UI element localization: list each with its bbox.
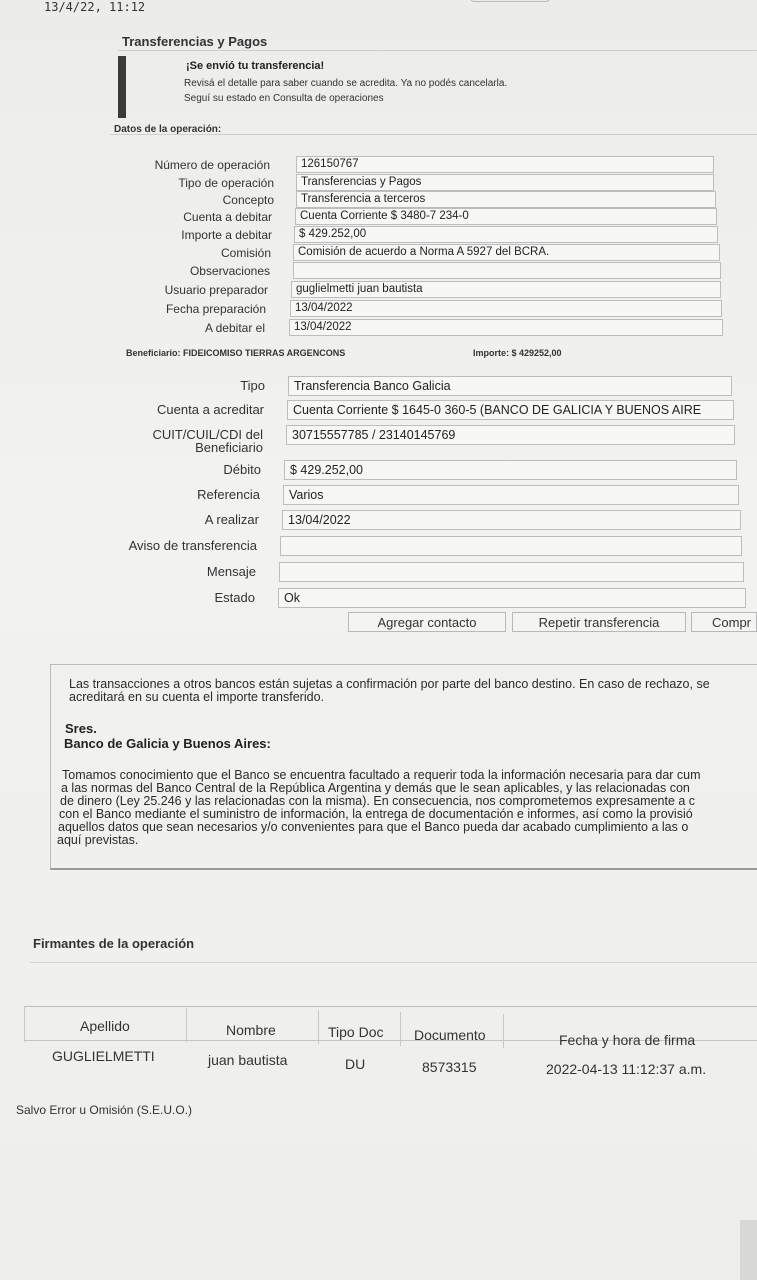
op-row xyxy=(96,191,726,209)
beneficiary-name: Beneficiario: FIDEICOMISO TIERRAS ARGENCONS xyxy=(126,348,346,358)
op-row xyxy=(96,300,726,318)
op-label: Cuenta a debitar xyxy=(183,210,272,224)
signer-name: juan bautista xyxy=(208,1052,288,1068)
signer-doctype: DU xyxy=(345,1056,366,1072)
op-value: 126150767 xyxy=(296,156,714,173)
notice-accent-bar xyxy=(118,56,126,118)
signers-divider xyxy=(30,962,757,963)
execute-date-value: 13/04/2022 xyxy=(282,510,741,530)
transfer-notice-label: Aviso de transferencia xyxy=(128,538,257,553)
op-label: Comisión xyxy=(220,246,271,260)
terms-line-1: Las transacciones a otros bancos están sujetas a confirmación por parte del banco destino. En caso de rechazo, se xyxy=(69,677,710,691)
reference-label: Referencia xyxy=(197,487,260,502)
signers-col-line xyxy=(400,1012,401,1046)
op-value: 13/04/2022 xyxy=(289,319,723,336)
status-value: Ok xyxy=(278,588,746,608)
op-row xyxy=(96,174,726,192)
op-row xyxy=(96,244,726,262)
signer-document: 8573315 xyxy=(422,1059,477,1075)
message-label: Mensaje xyxy=(206,564,256,579)
receipt-button[interactable]: Compr xyxy=(691,612,757,632)
op-value xyxy=(293,262,721,279)
debit-value: $ 429.252,00 xyxy=(284,460,737,480)
header-clipped-element xyxy=(470,0,550,2)
terms-paragraph-line: con el Banco mediante el suministro de información, la entrega de documentación e informes, así como la provisió xyxy=(59,807,693,821)
terms-bank-name: Banco de Galicia y Buenos Aires: xyxy=(64,736,271,751)
terms-line-2: acreditará en su cuenta el importe transferido. xyxy=(69,690,324,704)
op-row xyxy=(96,319,726,337)
op-value: Cuenta Corriente $ 3480-7 234-0 xyxy=(295,208,717,225)
signers-header-datetime: Fecha y hora de firma xyxy=(559,1032,696,1048)
op-label: Usuario preparador xyxy=(164,283,268,297)
op-label: Observaciones xyxy=(189,264,270,278)
op-label: Importe a debitar xyxy=(181,228,272,242)
op-label: Número de operación xyxy=(154,158,270,172)
signers-top-border xyxy=(24,1006,757,1007)
print-timestamp: 13/4/22, 11:12 xyxy=(44,0,146,14)
signers-col-line xyxy=(503,1014,504,1048)
cuit-value: 30715557785 / 23140145769 xyxy=(286,425,735,445)
signers-header-doctype: Tipo Doc xyxy=(328,1024,384,1040)
op-label: Concepto xyxy=(222,193,274,207)
op-row xyxy=(96,156,726,174)
notice-title: ¡Se envió tu transferencia! xyxy=(186,60,325,72)
op-row xyxy=(96,208,726,226)
debit-label: Débito xyxy=(223,462,261,477)
footer-disclaimer: Salvo Error u Omisión (S.E.U.O.) xyxy=(16,1103,193,1117)
signer-datetime: 2022-04-13 11:12:37 a.m. xyxy=(546,1061,707,1077)
cuit-label-line1: CUIT/CUIL/CDI del xyxy=(152,427,263,442)
signers-col-line xyxy=(318,1010,319,1044)
credit-account-value: Cuenta Corriente $ 1645-0 360-5 (BANCO DE GALICIA Y BUENOS AIRE xyxy=(287,400,734,420)
page-edge-shadow xyxy=(740,1220,757,1280)
signers-header-name: Nombre xyxy=(226,1022,276,1038)
terms-greeting: Sres. xyxy=(65,721,97,736)
op-value: $ 429.252,00 xyxy=(294,226,718,243)
transfer-type-value: Transferencia Banco Galicia xyxy=(288,376,732,396)
credit-account-label: Cuenta a acreditar xyxy=(157,402,264,417)
op-value: Comisión de acuerdo a Norma A 5927 del BCRA. xyxy=(293,244,720,261)
execute-date-label: A realizar xyxy=(204,512,259,527)
transfer-type-label: Tipo xyxy=(240,378,265,393)
op-label: Tipo de operación xyxy=(178,176,274,190)
terms-box xyxy=(50,664,757,870)
add-contact-button[interactable]: Agregar contacto xyxy=(348,612,506,632)
op-label: Fecha preparación xyxy=(165,302,266,316)
op-row xyxy=(96,262,726,280)
signers-title: Firmantes de la operación xyxy=(33,936,195,951)
terms-paragraph-line: a las normas del Banco Central de la República Argentina y demás que le sean aplicables, y las relacionadas con xyxy=(61,781,690,795)
op-value: guglielmetti juan bautista xyxy=(291,281,721,298)
operation-section-label: Datos de la operación: xyxy=(114,124,222,135)
terms-paragraph-line: de dinero (Ley 25.246 y las relacionadas con la misma). En consecuencia, nos comprometemos expresamente a c xyxy=(60,794,696,808)
message-value xyxy=(279,562,744,582)
cuit-label-line2: Beneficiario xyxy=(195,440,263,455)
notice-line-1: Revisá el detalle para saber cuando se acredita. Ya no podés cancelarla. xyxy=(184,78,508,89)
title-divider xyxy=(118,50,757,51)
terms-paragraph-line: aquí previstas. xyxy=(57,833,139,847)
terms-paragraph-line: aquellos datos que sean necesarios y/o convenientes para que el Banco pueda dar acabado cumplimiento a las o xyxy=(58,820,689,834)
op-value: Transferencias y Pagos xyxy=(296,174,714,191)
op-row xyxy=(96,281,726,299)
reference-value: Varios xyxy=(283,485,739,505)
page-title: Transferencias y Pagos xyxy=(122,34,268,49)
signers-header-document: Documento xyxy=(414,1027,486,1043)
op-label: A debitar el xyxy=(204,321,265,335)
op-value: Transferencia a terceros xyxy=(296,191,716,208)
signers-col-line xyxy=(186,1008,187,1042)
op-value: 13/04/2022 xyxy=(290,300,722,317)
transfer-notice-value xyxy=(280,536,742,556)
repeat-transfer-button[interactable]: Repetir transferencia xyxy=(512,612,686,632)
status-label: Estado xyxy=(214,590,255,605)
signers-col-line xyxy=(24,1006,25,1042)
signers-table xyxy=(24,1006,757,1082)
notice-line-2: Seguí su estado en Consulta de operaciones xyxy=(184,93,384,104)
op-row xyxy=(96,226,726,244)
success-notice xyxy=(118,56,757,118)
terms-paragraph-line: Tomamos conocimiento que el Banco se encuentra facultado a requerir toda la información necesaria para dar cum xyxy=(62,768,701,782)
signer-surname: GUGLIELMETTI xyxy=(52,1048,155,1064)
signers-header-surname: Apellido xyxy=(80,1018,130,1034)
beneficiary-amount: Importe: $ 429252,00 xyxy=(473,348,562,358)
